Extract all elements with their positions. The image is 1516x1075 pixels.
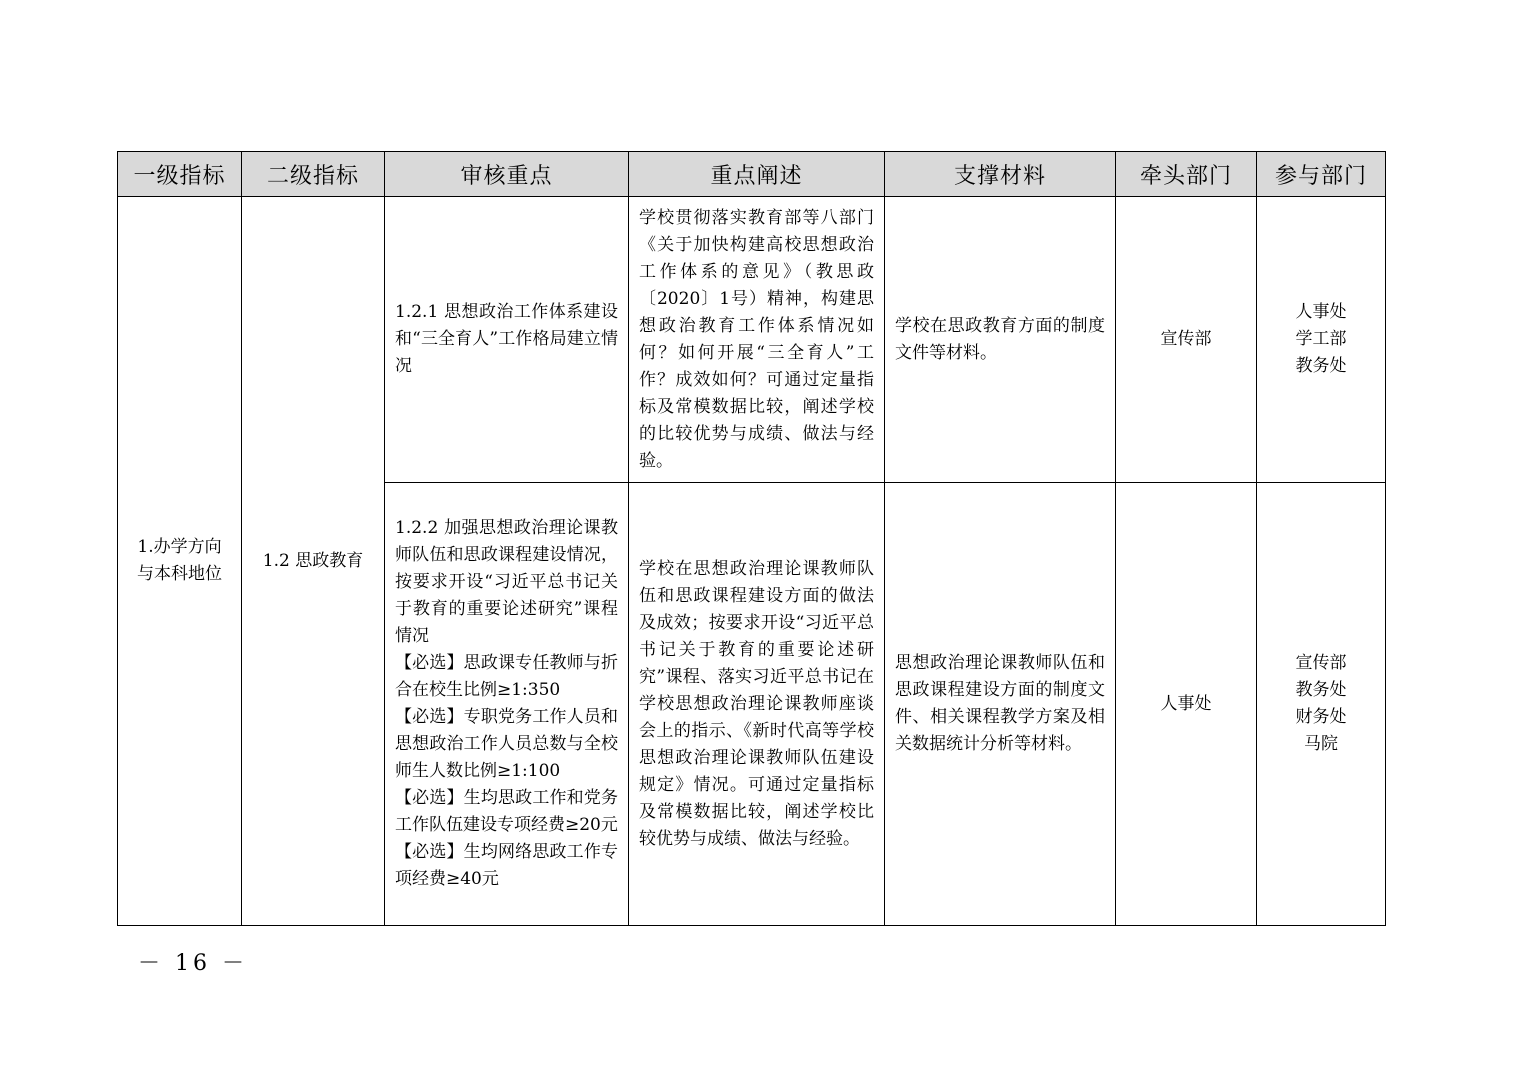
level1-line: 与本科地位 bbox=[137, 564, 222, 584]
participant-dept: 马院 bbox=[1304, 734, 1338, 754]
participant-dept-cell bbox=[1257, 197, 1386, 483]
focus-item: 1.2.2 加强思想政治理论课教师队伍和思政课程建设情况，按要求开设“习近平总书记关于教育的重要论述研究”课程情况 bbox=[395, 518, 618, 646]
required-item: 【必选】生均网络思政工作专项经费≥40元 bbox=[395, 842, 618, 889]
header-focus: 审核重点 bbox=[385, 152, 629, 197]
page-number: － 16 － bbox=[138, 951, 248, 976]
participant-dept: 教务处 bbox=[1295, 356, 1347, 376]
header-level2: 二级指标 bbox=[242, 152, 385, 197]
required-item: 【必选】思政课专任教师与折合在校生比例≥1:350 bbox=[395, 653, 618, 700]
header-elaboration: 重点阐述 bbox=[629, 152, 885, 197]
focus-item: 1.2.1 思想政治工作体系建设和“三全育人”工作格局建立情况 bbox=[395, 302, 618, 376]
required-item: 【必选】专职党务工作人员和思想政治工作人员总数与全校师生人数比例≥1:100 bbox=[395, 707, 618, 781]
elaboration-cell: 学校在思想政治理论课教师队伍和思政课程建设方面的做法及成效；按要求开设“习近平总书记关于教育的重要论述研究”课程、落实习近平总书记在学校思想政治理论课教师座谈会上的指示、《新时代高等学校思想政治理论课教师队伍建设规定》情况。可通过定量指标及常模数据比较，阐述学校比较优势与成绩、做法与经验。 bbox=[629, 483, 885, 926]
focus-cell bbox=[385, 197, 629, 483]
participant-dept: 教务处 bbox=[1295, 680, 1347, 700]
header-lead-dept: 牵头部门 bbox=[1116, 152, 1257, 197]
participant-dept: 财务处 bbox=[1295, 707, 1347, 727]
table-row bbox=[118, 197, 1386, 483]
lead-dept-cell: 宣传部 bbox=[1116, 197, 1257, 483]
level2-cell: 1.2 思政教育 bbox=[242, 197, 385, 926]
header-level1: 一级指标 bbox=[118, 152, 242, 197]
level1-cell bbox=[118, 197, 242, 926]
participant-dept: 人事处 bbox=[1295, 302, 1347, 322]
participant-dept: 宣传部 bbox=[1295, 653, 1347, 673]
materials-cell: 学校在思政教育方面的制度文件等材料。 bbox=[885, 197, 1116, 483]
lead-dept-cell: 人事处 bbox=[1116, 483, 1257, 926]
level1-line: 1.办学方向 bbox=[137, 537, 222, 557]
participant-dept: 学工部 bbox=[1295, 329, 1347, 349]
header-participant-dept: 参与部门 bbox=[1257, 152, 1386, 197]
header-materials: 支撑材料 bbox=[885, 152, 1116, 197]
elaboration-cell: 学校贯彻落实教育部等八部门《关于加快构建高校思想政治工作体系的意见》（教思政〔2020〕1号）精神，构建思想政治教育工作体系情况如何？如何开展“三全育人”工作？成效如何？可通过定量指标及常模数据比较，阐述学校的比较优势与成绩、做法与经验。 bbox=[629, 197, 885, 483]
materials-cell: 思想政治理论课教师队伍和思政课程建设方面的制度文件、相关课程教学方案及相关数据统计分析等材料。 bbox=[885, 483, 1116, 926]
required-item: 【必选】生均思政工作和党务工作队伍建设专项经费≥20元 bbox=[395, 788, 618, 835]
indicator-table bbox=[117, 151, 1386, 926]
focus-cell bbox=[385, 483, 629, 926]
header-row bbox=[118, 152, 1386, 197]
participant-dept-cell bbox=[1257, 483, 1386, 926]
